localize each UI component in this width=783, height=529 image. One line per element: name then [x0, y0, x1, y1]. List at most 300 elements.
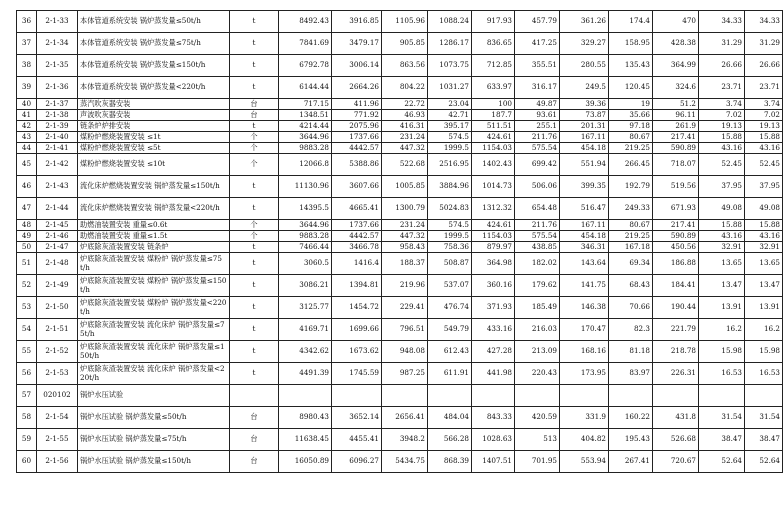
item-name-cell: 煤粉炉燃烧装置安装 ≤5t	[78, 143, 230, 154]
value-cell	[382, 385, 428, 407]
value-cell: 3006.14	[332, 55, 382, 77]
value-cell: 31.29	[745, 33, 783, 55]
value-cell: 219.96	[382, 275, 428, 297]
value-cell: 537.07	[428, 275, 472, 297]
value-cell: 420.59	[515, 407, 560, 429]
value-cell: 1300.79	[382, 198, 428, 220]
table-row	[17, 110, 783, 121]
value-cell: 424.61	[472, 132, 515, 143]
value-cell: 141.75	[560, 275, 609, 297]
item-name-cell: 锅炉水压试验 锅炉蒸发量≤50t/h	[78, 407, 230, 429]
value-cell: 553.94	[560, 451, 609, 473]
value-cell: 1105.96	[382, 11, 428, 33]
value-cell: 23.71	[745, 77, 783, 99]
value-cell: 3.74	[699, 99, 745, 110]
value-cell: 3652.14	[332, 407, 382, 429]
item-name-cell: 煤粉炉燃烧装置安装 ≤10t	[78, 154, 230, 176]
value-cell: 712.85	[472, 55, 515, 77]
item-name-cell: 本体管道系统安装 锅炉蒸发量≤75t/h	[78, 33, 230, 55]
value-cell: 8980.43	[279, 407, 332, 429]
unit-cell: t	[230, 253, 279, 275]
value-cell: 220.43	[515, 363, 560, 385]
value-cell: 211.76	[515, 220, 560, 231]
row-seq-cell: 44	[17, 143, 37, 154]
value-cell: 987.25	[382, 363, 428, 385]
value-cell: 13.65	[745, 253, 783, 275]
unit-cell: t	[230, 297, 279, 319]
row-seq-cell: 42	[17, 121, 37, 132]
quota-price-table	[16, 10, 783, 473]
row-seq-cell: 41	[17, 110, 37, 121]
value-cell: 16.2	[699, 319, 745, 341]
value-cell: 3466.78	[332, 242, 382, 253]
value-cell: 83.97	[609, 363, 653, 385]
value-cell: 3644.96	[279, 132, 332, 143]
row-seq-cell: 57	[17, 385, 37, 407]
value-cell: 1673.62	[332, 341, 382, 363]
value-cell: 1031.27	[428, 77, 472, 99]
value-cell: 428.38	[653, 33, 699, 55]
value-cell: 1154.03	[472, 143, 515, 154]
unit-cell: 台	[230, 429, 279, 451]
value-cell	[332, 385, 382, 407]
quota-code-cell: 2-1-48	[37, 253, 78, 275]
value-cell: 699.42	[515, 154, 560, 176]
value-cell: 195.43	[609, 429, 653, 451]
table-row	[17, 132, 783, 143]
item-name-cell: 流化床炉燃烧装置安装 锅炉蒸发量<220t/h	[78, 198, 230, 220]
value-cell: 43.16	[745, 143, 783, 154]
value-cell: 526.68	[653, 429, 699, 451]
row-seq-cell: 36	[17, 11, 37, 33]
value-cell: 43.16	[699, 143, 745, 154]
value-cell: 49.87	[515, 99, 560, 110]
value-cell: 551.94	[560, 154, 609, 176]
value-cell: 863.56	[382, 55, 428, 77]
value-cell: 549.79	[428, 319, 472, 341]
value-cell	[428, 385, 472, 407]
value-cell: 671.93	[653, 198, 699, 220]
row-seq-cell: 52	[17, 275, 37, 297]
value-cell: 15.88	[745, 132, 783, 143]
value-cell: 13.91	[699, 297, 745, 319]
value-cell: 1348.51	[279, 110, 332, 121]
value-cell: 170.47	[560, 319, 609, 341]
value-cell: 35.66	[609, 110, 653, 121]
value-cell: 447.32	[382, 231, 428, 242]
quota-code-cell: 2-1-39	[37, 121, 78, 132]
row-seq-cell: 60	[17, 451, 37, 473]
value-cell: 11130.96	[279, 176, 332, 198]
quota-code-cell: 2-1-35	[37, 55, 78, 77]
value-cell: 3916.85	[332, 11, 382, 33]
value-cell	[472, 385, 515, 407]
row-seq-cell: 38	[17, 55, 37, 77]
value-cell: 5024.83	[428, 198, 472, 220]
value-cell: 879.97	[472, 242, 515, 253]
unit-cell: t	[230, 242, 279, 253]
table-row	[17, 451, 783, 473]
value-cell: 249.33	[609, 198, 653, 220]
item-name-cell: 炉底除灰渣装置安装 煤粉炉 锅炉蒸发量≤150t/h	[78, 275, 230, 297]
row-seq-cell: 39	[17, 77, 37, 99]
value-cell: 231.24	[382, 132, 428, 143]
value-cell: 399.35	[560, 176, 609, 198]
value-cell	[745, 385, 783, 407]
value-cell: 566.28	[428, 429, 472, 451]
unit-cell: t	[230, 319, 279, 341]
value-cell: 4442.57	[332, 143, 382, 154]
value-cell: 2664.26	[332, 77, 382, 99]
value-cell: 2656.41	[382, 407, 428, 429]
value-cell: 81.18	[609, 341, 653, 363]
value-cell: 167.11	[560, 132, 609, 143]
table-row	[17, 297, 783, 319]
table-row	[17, 121, 783, 132]
item-name-cell: 本体管道系统安装 锅炉蒸发量≤50t/h	[78, 11, 230, 33]
quota-code-cell: 2-1-42	[37, 154, 78, 176]
value-cell: 454.18	[560, 231, 609, 242]
value-cell: 280.55	[560, 55, 609, 77]
value-cell: 1028.63	[472, 429, 515, 451]
value-cell: 457.79	[515, 11, 560, 33]
value-cell: 4455.41	[332, 429, 382, 451]
value-cell: 1999.5	[428, 143, 472, 154]
value-cell	[560, 385, 609, 407]
quota-code-cell: 2-1-38	[37, 110, 78, 121]
quota-code-cell: 2-1-37	[37, 99, 78, 110]
value-cell: 5434.75	[382, 451, 428, 473]
value-cell: 1737.66	[332, 220, 382, 231]
row-seq-cell: 47	[17, 198, 37, 220]
item-name-cell: 锅炉水压试验	[78, 385, 230, 407]
table-row	[17, 385, 783, 407]
value-cell: 1073.75	[428, 55, 472, 77]
row-seq-cell: 50	[17, 242, 37, 253]
value-cell: 168.16	[560, 341, 609, 363]
value-cell: 4169.71	[279, 319, 332, 341]
item-name-cell: 炉底除灰渣装置安装 煤粉炉 锅炉蒸发量≤75t/h	[78, 253, 230, 275]
unit-cell: 个	[230, 143, 279, 154]
item-name-cell: 本体管道系统安装 锅炉蒸发量<220t/h	[78, 77, 230, 99]
value-cell: 1407.51	[472, 451, 515, 473]
item-name-cell: 助燃油装置安装 重量≤0.6t	[78, 220, 230, 231]
unit-cell: 个	[230, 154, 279, 176]
value-cell: 39.36	[560, 99, 609, 110]
table-row	[17, 363, 783, 385]
value-cell: 6144.44	[279, 77, 332, 99]
value-cell: 3884.96	[428, 176, 472, 198]
unit-cell: t	[230, 341, 279, 363]
value-cell: 167.11	[560, 220, 609, 231]
value-cell: 424.61	[472, 220, 515, 231]
value-cell	[699, 385, 745, 407]
row-seq-cell: 58	[17, 407, 37, 429]
value-cell: 324.6	[653, 77, 699, 99]
item-name-cell: 炉底除灰渣装置安装 流化床炉 锅炉蒸发量≤150t/h	[78, 341, 230, 363]
quota-code-cell: 2-1-52	[37, 341, 78, 363]
value-cell: 771.92	[332, 110, 382, 121]
unit-cell: t	[230, 33, 279, 55]
unit-cell: t	[230, 176, 279, 198]
value-cell: 231.24	[382, 220, 428, 231]
table-row	[17, 154, 783, 176]
value-cell: 52.45	[699, 154, 745, 176]
value-cell: 4491.39	[279, 363, 332, 385]
quota-code-cell: 020102	[37, 385, 78, 407]
value-cell: 611.91	[428, 363, 472, 385]
value-cell	[653, 385, 699, 407]
value-cell: 717.15	[279, 99, 332, 110]
value-cell: 16.53	[699, 363, 745, 385]
value-cell: 16.53	[745, 363, 783, 385]
value-cell: 4665.41	[332, 198, 382, 220]
value-cell: 6096.27	[332, 451, 382, 473]
table-row	[17, 231, 783, 242]
value-cell: 9883.28	[279, 143, 332, 154]
value-cell: 190.44	[653, 297, 699, 319]
value-cell: 219.25	[609, 143, 653, 154]
value-cell: 9883.28	[279, 231, 332, 242]
value-cell: 654.48	[515, 198, 560, 220]
item-name-cell: 流化床炉燃烧装置安装 锅炉蒸发量≤150t/h	[78, 176, 230, 198]
value-cell: 329.27	[560, 33, 609, 55]
value-cell: 46.93	[382, 110, 428, 121]
table-row	[17, 55, 783, 77]
value-cell: 427.28	[472, 341, 515, 363]
value-cell: 52.64	[745, 451, 783, 473]
value-cell: 331.9	[560, 407, 609, 429]
value-cell: 575.54	[515, 143, 560, 154]
value-cell: 70.66	[609, 297, 653, 319]
quota-code-cell: 2-1-50	[37, 297, 78, 319]
unit-cell: t	[230, 198, 279, 220]
value-cell: 22.72	[382, 99, 428, 110]
value-cell: 3479.17	[332, 33, 382, 55]
item-name-cell: 煤粉炉燃烧装置安装 ≤1t	[78, 132, 230, 143]
unit-cell: 个	[230, 220, 279, 231]
value-cell: 179.62	[515, 275, 560, 297]
value-cell: 80.67	[609, 132, 653, 143]
quota-code-cell: 2-1-46	[37, 231, 78, 242]
value-cell: 346.31	[560, 242, 609, 253]
value-cell: 12066.8	[279, 154, 332, 176]
value-cell: 1999.5	[428, 231, 472, 242]
table-row	[17, 275, 783, 297]
value-cell: 1286.17	[428, 33, 472, 55]
value-cell: 316.17	[515, 77, 560, 99]
value-cell: 34.33	[699, 11, 745, 33]
value-cell: 7.02	[745, 110, 783, 121]
value-cell: 73.87	[560, 110, 609, 121]
value-cell: 796.51	[382, 319, 428, 341]
value-cell: 1699.66	[332, 319, 382, 341]
value-cell: 249.5	[560, 77, 609, 99]
value-cell: 1088.24	[428, 11, 472, 33]
value-cell: 1312.32	[472, 198, 515, 220]
value-cell: 361.26	[560, 11, 609, 33]
value-cell: 758.36	[428, 242, 472, 253]
value-cell: 1154.03	[472, 231, 515, 242]
value-cell: 52.64	[699, 451, 745, 473]
value-cell: 13.47	[745, 275, 783, 297]
value-cell: 718.07	[653, 154, 699, 176]
value-cell: 431.8	[653, 407, 699, 429]
value-cell: 100	[472, 99, 515, 110]
value-cell: 1402.43	[472, 154, 515, 176]
table-row	[17, 341, 783, 363]
value-cell: 513	[515, 429, 560, 451]
value-cell: 32.91	[699, 242, 745, 253]
row-seq-cell: 59	[17, 429, 37, 451]
value-cell: 184.41	[653, 275, 699, 297]
item-name-cell: 本体管道系统安装 锅炉蒸发量≤150t/h	[78, 55, 230, 77]
value-cell: 3086.21	[279, 275, 332, 297]
unit-cell: 台	[230, 407, 279, 429]
value-cell: 836.65	[472, 33, 515, 55]
quota-code-cell: 2-1-44	[37, 198, 78, 220]
value-cell: 6792.78	[279, 55, 332, 77]
row-seq-cell: 48	[17, 220, 37, 231]
unit-cell: t	[230, 77, 279, 99]
row-seq-cell: 46	[17, 176, 37, 198]
item-name-cell: 锅炉水压试验 锅炉蒸发量≤150t/h	[78, 451, 230, 473]
table-row	[17, 407, 783, 429]
value-cell: 2075.96	[332, 121, 382, 132]
value-cell: 218.78	[653, 341, 699, 363]
value-cell: 590.89	[653, 231, 699, 242]
unit-cell: t	[230, 275, 279, 297]
value-cell: 261.9	[653, 121, 699, 132]
value-cell: 511.51	[472, 121, 515, 132]
value-cell: 34.33	[745, 11, 783, 33]
quota-code-cell: 2-1-33	[37, 11, 78, 33]
value-cell: 4214.44	[279, 121, 332, 132]
value-cell: 395.17	[428, 121, 472, 132]
value-cell: 32.91	[745, 242, 783, 253]
value-cell: 633.97	[472, 77, 515, 99]
row-seq-cell: 55	[17, 341, 37, 363]
item-name-cell: 炉底除灰渣装置安装 煤粉炉 锅炉蒸发量<220t/h	[78, 297, 230, 319]
value-cell: 13.91	[745, 297, 783, 319]
value-cell: 16.2	[745, 319, 783, 341]
value-cell: 31.54	[699, 407, 745, 429]
table-row	[17, 143, 783, 154]
item-name-cell: 炉底除灰渣装置安装 流化床炉 锅炉蒸发量≤75t/h	[78, 319, 230, 341]
value-cell: 188.37	[382, 253, 428, 275]
value-cell: 187.7	[472, 110, 515, 121]
value-cell: 15.98	[699, 341, 745, 363]
value-cell: 167.18	[609, 242, 653, 253]
table-row	[17, 429, 783, 451]
value-cell: 19.13	[745, 121, 783, 132]
value-cell: 7466.44	[279, 242, 332, 253]
value-cell: 19.13	[699, 121, 745, 132]
value-cell: 1394.81	[332, 275, 382, 297]
value-cell: 37.95	[745, 176, 783, 198]
row-seq-cell: 53	[17, 297, 37, 319]
value-cell: 43.16	[745, 231, 783, 242]
value-cell: 31.54	[745, 407, 783, 429]
value-cell: 519.56	[653, 176, 699, 198]
value-cell: 3060.5	[279, 253, 332, 275]
value-cell: 4442.57	[332, 231, 382, 242]
value-cell: 508.87	[428, 253, 472, 275]
value-cell: 905.85	[382, 33, 428, 55]
value-cell: 612.43	[428, 341, 472, 363]
value-cell: 8492.43	[279, 11, 332, 33]
value-cell: 5388.86	[332, 154, 382, 176]
value-cell: 38.47	[745, 429, 783, 451]
unit-cell: t	[230, 55, 279, 77]
value-cell: 15.88	[699, 220, 745, 231]
value-cell: 416.31	[382, 121, 428, 132]
value-cell: 917.93	[472, 11, 515, 33]
value-cell: 3.74	[745, 99, 783, 110]
value-cell: 2516.95	[428, 154, 472, 176]
value-cell: 216.03	[515, 319, 560, 341]
value-cell: 160.22	[609, 407, 653, 429]
value-cell: 574.5	[428, 132, 472, 143]
unit-cell: 个	[230, 231, 279, 242]
quota-code-cell: 2-1-40	[37, 132, 78, 143]
unit-cell: 台	[230, 110, 279, 121]
value-cell: 192.79	[609, 176, 653, 198]
value-cell: 355.51	[515, 55, 560, 77]
value-cell: 173.95	[560, 363, 609, 385]
value-cell: 52.45	[745, 154, 783, 176]
value-cell: 211.76	[515, 132, 560, 143]
quota-code-cell: 2-1-53	[37, 363, 78, 385]
value-cell: 158.95	[609, 33, 653, 55]
value-cell: 217.41	[653, 220, 699, 231]
unit-cell: t	[230, 11, 279, 33]
value-cell	[279, 385, 332, 407]
value-cell: 454.18	[560, 143, 609, 154]
value-cell: 360.16	[472, 275, 515, 297]
row-seq-cell: 56	[17, 363, 37, 385]
unit-cell	[230, 385, 279, 407]
value-cell: 948.08	[382, 341, 428, 363]
item-name-cell: 炉底除灰渣装置安装 流化床炉 锅炉蒸发量<220t/h	[78, 363, 230, 385]
value-cell: 186.88	[653, 253, 699, 275]
value-cell: 1454.72	[332, 297, 382, 319]
value-cell: 3125.77	[279, 297, 332, 319]
value-cell: 229.41	[382, 297, 428, 319]
value-cell: 135.43	[609, 55, 653, 77]
value-cell: 19	[609, 99, 653, 110]
value-cell: 13.47	[699, 275, 745, 297]
quota-code-cell: 2-1-34	[37, 33, 78, 55]
value-cell: 219.25	[609, 231, 653, 242]
value-cell: 182.02	[515, 253, 560, 275]
value-cell: 174.4	[609, 11, 653, 33]
value-cell: 201.31	[560, 121, 609, 132]
table-row	[17, 253, 783, 275]
value-cell: 13.65	[699, 253, 745, 275]
value-cell: 80.67	[609, 220, 653, 231]
value-cell: 433.16	[472, 319, 515, 341]
value-cell: 23.71	[699, 77, 745, 99]
value-cell: 226.31	[653, 363, 699, 385]
value-cell: 958.43	[382, 242, 428, 253]
table-row	[17, 99, 783, 110]
value-cell: 4342.62	[279, 341, 332, 363]
unit-cell: 台	[230, 99, 279, 110]
value-cell: 1005.85	[382, 176, 428, 198]
value-cell: 69.34	[609, 253, 653, 275]
value-cell: 1014.73	[472, 176, 515, 198]
